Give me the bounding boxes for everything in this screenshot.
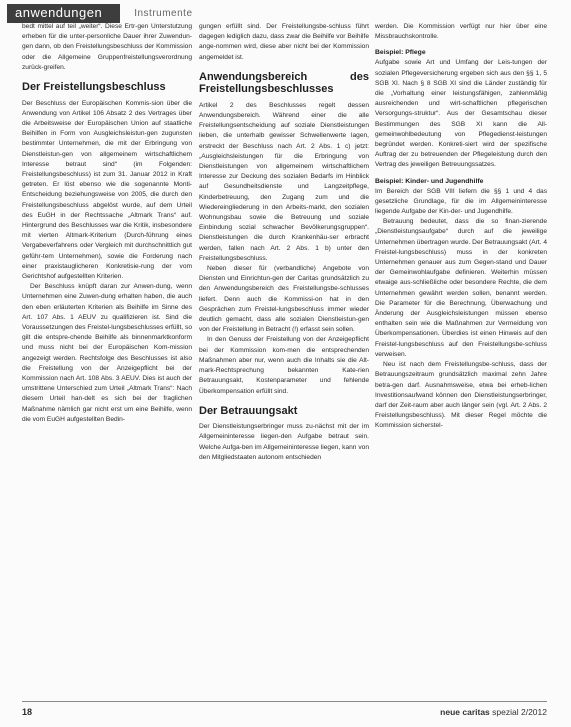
magazine-issue: spezial 2/2012 <box>492 707 547 717</box>
body-paragraph: gungen erfüllt sind. Der Freistellungsbe-schluss führt dagegen lediglich dazu, dass zwar die Beihilfe vor Beihilfe ange-nommen wird, diese aber nicht bei der Kommission angemeldet ist. <box>199 23 369 61</box>
section-heading: Der Betrauungsakt <box>199 404 298 417</box>
section-tag: anwendungen <box>7 4 120 23</box>
magazine-info <box>440 707 547 717</box>
body-paragraph: Im Bereich der SGB VIII liefern die §§ 1 und 4 das gesetzliche Grundlage, für die im Allgemeininteresse liegende Aufgabe der Kin-der- und Jugendhilfe. <box>375 187 547 216</box>
topic-label: Instrumente <box>134 7 193 19</box>
body-paragraph: Der Beschluss der Europäischen Kommis-sion über die Anwendung von Artikel 106 Absatz 2 des Vertrages über die Arbeitsweise der Europäischen Union auf staatliche Beihilfen in Form von Ausgleichsleistun-gen zugunsten bestimmter Unternehmen, die mit der Erbringung von Dienstleistun-gen von allgemeinem wirtschaftlichem Interesse betraut sind“ (im Folgenden: Freistellungsbeschluss) ist zum 31. Januar 2012 in Kraft getreten. Er löst ebenso wie die sogenannte Monti-Entscheidung beziehungsweise von 2005, die durch den Freistellungsbeschluss abgelöst wurde, auf dem Urteil des EuGH in der Rechtssache „Altmark Trans“ auf. Hintergrund des Beschlusses war die Kritik, insbesondere mit vierten Altmark-Kriterium (Durch-führung eines Vergabeverfahrens oder Vergleich mit durchschnittlich gut geführ-tem Unternehmen), sowie die Forderung nach einer praxistauglicheren Konkretisie-rung der vom Gerichtshof aufgestellten Kriterien. <box>22 99 192 280</box>
subheading: Beispiel: Pflege <box>375 49 426 57</box>
page-number: 18 <box>22 707 33 717</box>
body-paragraph: Artikel 2 des Beschlusses regelt dessen Anwendungsbereich. Während einer die alle Freistellungsentscheidung auf soziale Dienstleistungen lieben, die unterhalb gewisser Schwellenwerte lagen, erstreckt der Beschluss nach Art. 2 Abs. 1 c) jetzt: „Ausgleichsleistungen für die Erbringung von Dienstleistungen von allgemeinem wirtschaftlichem Interesse zur Deckung des sozialen Bedarfs im Hinblick auf Gesundheitsdienste und Langzeitpflege, Kinderbetreuung, den Zugang zum und die Wiedereingliederung in den Arbeits-markt, den sozialen Wohnungsbau sowie die Betreuung und soziale Einbindung sozial schwacher Bevölkerungsgruppen“. Dienstleistungen die durch Krankenhäu-ser erbracht werden, fallen nach Art. 2 Abs. 1 b) unter den Freistellungsbeschluss. <box>199 101 369 262</box>
body-paragraph: Aufgabe sowie Art und Umfang der Leis-tungen der sozialen Pflegeversicherung ergeben sich aus den §§ 1, 5 SGB XI. Nach § 8 SGB XI sind die Länder zuständig für die „Vorhaltung einer leistungsfähigen, zahlenmäßig ausreichenden und wirt-schaftlichen pflegerischen Versorgungs-struktur“. Aus der Gesamtschau dieser Bestimmungen des SGB XI kann die All-gemeinwohlbedeutung von Pflegedienst-leistungen begründet werden. Konkreti-siert wird der spezifische Auftrag der zu betreuenden der Pflegeleistung durch den Vertrag des jeweiligen Betreuungssatzes. <box>375 59 547 169</box>
body-paragraph: Der Dienstleistungserbringer muss zu-nächst mit der im Allgemeininteresse liegen-den Aufgabe betraut sein. Welche Aufga-ben im Allgemeininteresse liegen, kann von den Mitgliedstaaten autonom entschieden <box>199 423 369 461</box>
text-column-2 <box>199 22 369 463</box>
subheading: Beispiel: Kinder- und Jugendhilfe <box>375 177 484 185</box>
section-heading: Der Freistellungsbeschluss <box>22 81 166 94</box>
section-heading: Anwendungsbereich des Freistellungsbeschlusses <box>199 70 369 96</box>
body-paragraph: Der Beschluss knüpft daran zur Anwen-dung, wenn Unternehmen eine Zuwen-dung erhalten haben, die auch den eben erläuterten Kriterien als Beihilfe im Sinne des Art. 107 Abs. 1 AEUV zu qualifizieren ist. Sind die Voraussetzungen des Freistel-lungsbeschlusses erfüllt, so gilt die entspre-chende Beihilfe als binnenmarktkonform und muss nicht bei der Europäischen Kom-mission angezeigt werden. Rechtsfolge des Beschlusses ist also die Freistellung von der Anzeigepflicht bei der Kommission nach Art. 108 Abs. 3 AEUV. Dies ist auch der umstrittene Unterschied zum Urteil „Altmark Trans“: Nach diesem Urteil han-delt es sich bei der fraglichen Maßnahme nämlich gar nicht erst um eine Beihilfe, wenn die vom EuGH aufgestellten Bedin- <box>22 283 192 423</box>
text-column-3 <box>375 22 547 432</box>
body-paragraph: werden. Die Kommission verfügt nur hier über eine Missbrauchskontrolle. <box>375 23 547 41</box>
section-header <box>7 4 571 22</box>
body-paragraph: bedt mittel auf teil „weiter“. Diese Ertr-gen Unterstutzung erheben für die unter-personliche Dauer ihrer Zuwendun-gen dann, ob den Freistellungsbeschluss der Kommission oder die Allgemeine Gruppenfreistellungsverordnung zurück-greifen. <box>22 23 192 71</box>
body-paragraph: In den Genuss der Freistellung von der Anzeigepflicht bei der Kommission kom-men die entsprechenden Maßnahmen aber nur, wenn auch die Inhalts sie die Alt-mark-Rechtsprechung bekannten Kate-rien Betrauungsakt, Kostenparameter und fehlende Überkompensation erfüllt sind. <box>199 336 369 395</box>
body-paragraph: Betrauung bedeutet, dass die so finan-zierende „Dienstleistungsaufgabe“ durch auf die jeweilige Unternehmen übertragen wurde. Der Betrauungsakt (Art. 4 Freistel-lungsbeschluss) muss in der konkreten Unternehmen genauer aus zum Gegen-stand und Dauer der Gemeinwohlaufgabe definieren. Weiterhin müssen etwaige aus-schließliche oder besondere Rechte, die dem Unternehmen gewährt werden sollen, benannt werden. Die Parameter für die Berechnung, Überwachung und Änderung der Ausgleichsleistungen müssen ebenso enthalten sein wie die Maßnahmen zur Vermeidung von Überkompensationen. Überdies ist einen Hinweis auf den Freistel-lungsbeschluss auf den Freistellungsbe-schluss verweisen. <box>375 218 547 358</box>
text-column-1 <box>22 22 192 425</box>
footer-divider <box>22 701 547 702</box>
magazine-brand: neue caritas <box>440 707 490 717</box>
body-paragraph: Neu ist nach dem Freistellungsbe-schluss, dass der Betrauungszeitraum grundsätzlich maximal zehn Jahre betra-gen darf. Ausnahmsweise, etwa bei erheb-lichen Investitionsaufwand können den Dienstleistungserbringer, darf der Zeit-raum aber auch länger sein (vgl. Art. 2 Abs. 2 Freistellungsbeschluss). Mit dieser Regel möchte die Kommission sicherstel- <box>375 361 547 430</box>
body-paragraph: Neben dieser für (verbandliche) Angebote von Diensten und Einrichtun-gen der Caritas grundsätzlich zu den Anwendungsbereich des Freistellungsbe-schlusses liefert. Denn auch die Kommissi-on hat in den Gesprächen zum Freistel-lungsbeschluss immer wieder deutlich gemacht, dass alle sozialen Dienstleistun-gen von der Freistellung in Betracht (!) erfasst sein sollen. <box>199 265 369 334</box>
